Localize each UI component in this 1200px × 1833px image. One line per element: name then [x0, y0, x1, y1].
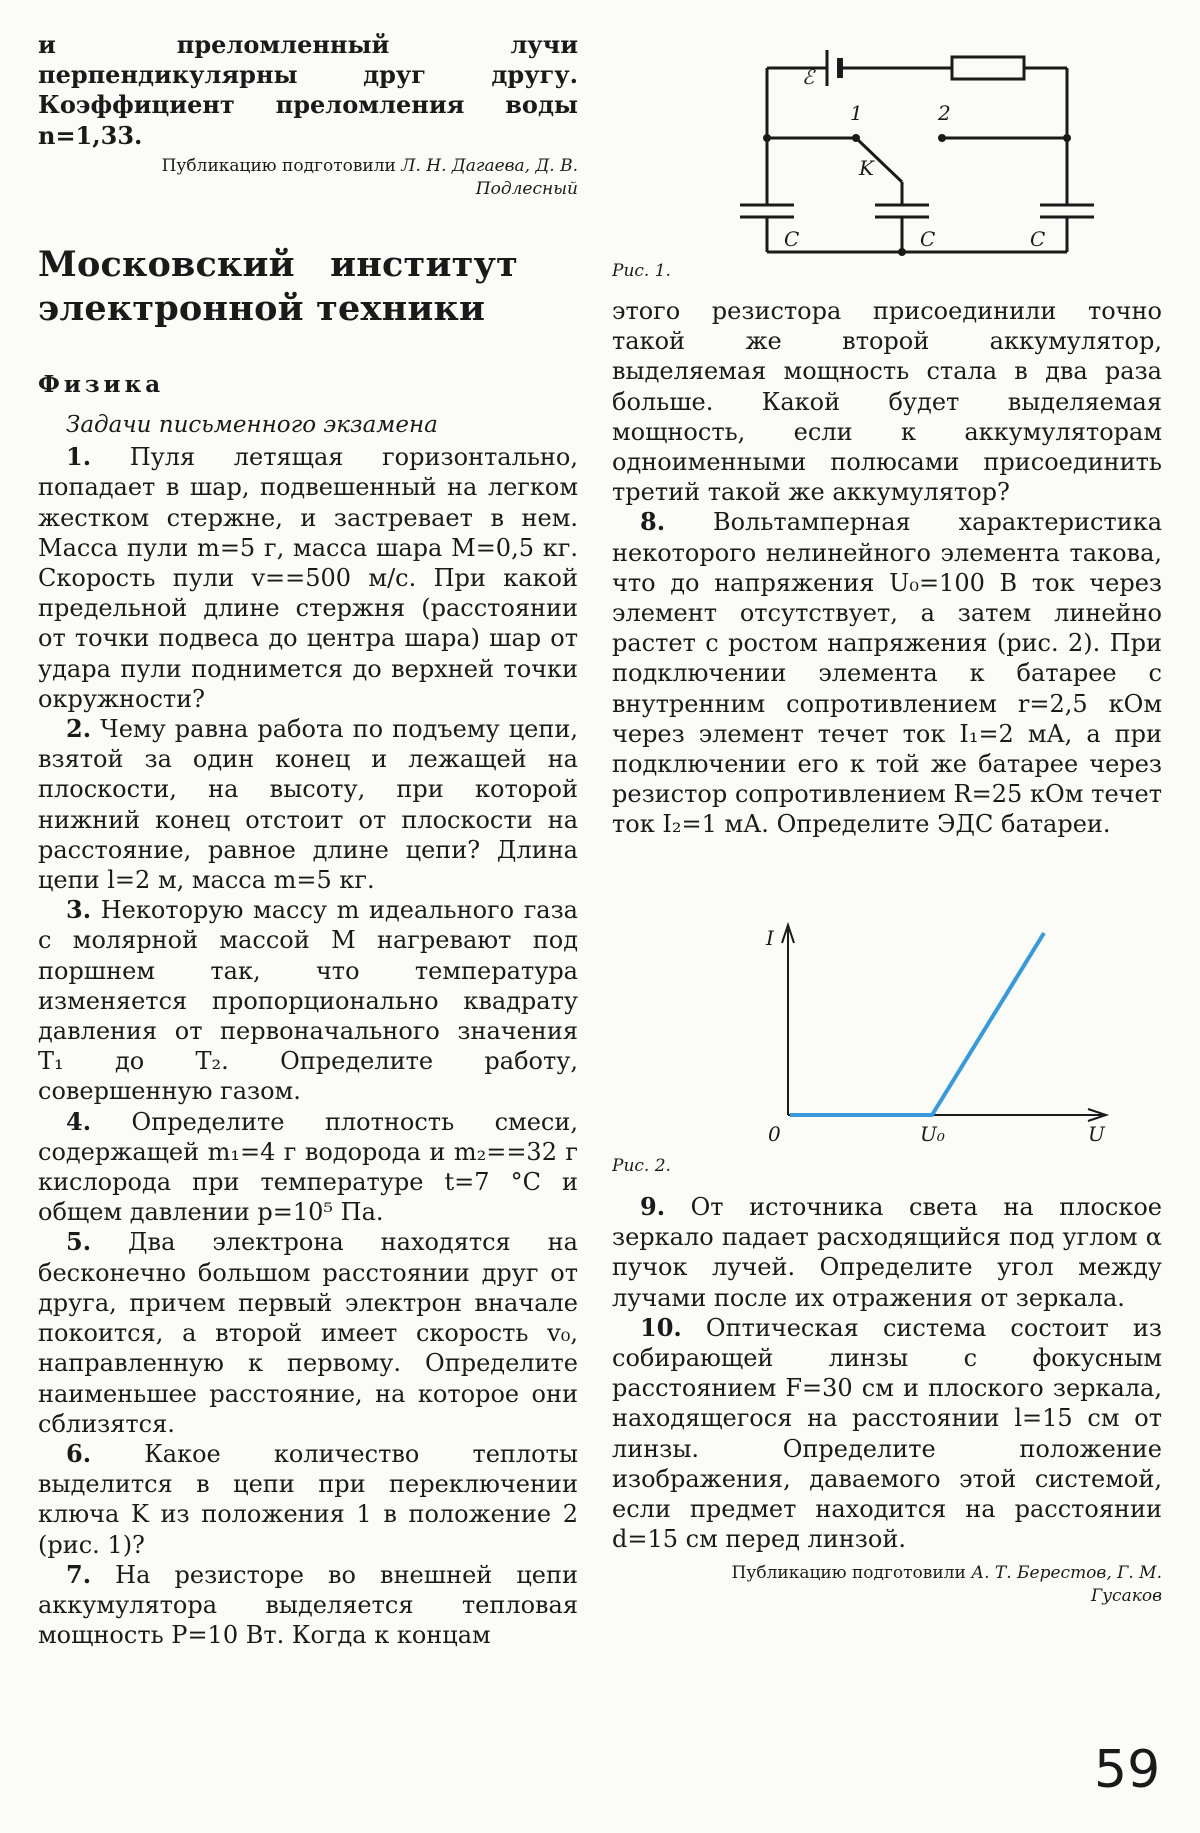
end-credit-label: Публикацию подготовили [731, 1563, 966, 1584]
problem-8: 8. Вольтамперная характеристика некоторого нелинейного элемента такова, что до напряжения U₀=100 В ток через элемент отсутствует, а затем линейно растет с ростом напряжения (рис. 2). При подключении элемента к батарее с внутренним сопротивлением r=2,5 кОм через элемент течет ток I₁=2 мА, а при подключении его к той же батарее через резистор сопротивлением R=25 кОм течет ток I₂=1 мА. Определите ЭДС батареи. [612, 507, 1162, 839]
x-axis-label: U [1088, 1122, 1105, 1146]
problems-right-bottom [612, 1192, 1162, 1608]
problems-left [38, 410, 578, 1650]
intro-credit-label: Публикацию подготовили [161, 155, 396, 176]
resistor [952, 57, 1024, 79]
intro-credit-names: Л. Н. Дагаева, Д. В. Подлесный [401, 155, 578, 199]
intro-text: и преломленный лучи перпендикулярны друг другу. Коэффициент преломления воды n=1,33. [38, 30, 578, 150]
cap-left-label: C [784, 227, 800, 251]
fig2-caption: Рис. 2. [612, 1156, 671, 1175]
origin-label: 0 [768, 1122, 781, 1146]
end-credit-names: А. Т. Берестов, Г. М. Гусаков [971, 1563, 1162, 1607]
emf-label: ℰ [802, 65, 815, 89]
fig1-caption: Рис. 1. [612, 261, 671, 280]
node-pos2 [938, 134, 946, 142]
problem-4: 4. Определите плотность смеси, содержащей m₁=4 г водорода и m₂==32 г кислорода при температуре t=7 °C и общем давлении p=10⁵ Па. [38, 1106, 578, 1227]
circuit-figure [612, 20, 1162, 280]
iv-chart [612, 915, 1162, 1175]
problem-2: 2. Чему равна работа по подъему цепи, взятой за один конец и лежащей на плоскости, на высоту, при которой нижний конец отстоит от плоскости на расстояние, равное длине цепи? Длина цепи l=2 м, масса m=5 кг. [38, 714, 578, 895]
pos2-label: 2 [938, 101, 951, 125]
key-label: K [859, 156, 874, 180]
pos1-label: 1 [850, 101, 863, 125]
section-title: Физика [38, 371, 165, 398]
y-axis-label: I [766, 926, 774, 950]
u0-label: U₀ [920, 1122, 945, 1146]
problem-1: 1. Пуля летящая горизонтально, попадает в шар, подвешенный на легком жестком стержне, и застревает в нем. Масса пули m=5 г, масса шара M=0,5 кг. Скорость пули v==500 м/с. При какой предельной длине стержня (расстоянии от точки подвеса до центра шара) шар от удара пули поднимется до верхней точки окружности? [38, 442, 578, 713]
intro-block [38, 30, 578, 201]
subsection-title: Задачи письменного экзамена [66, 412, 438, 438]
problems-right-top [612, 296, 1162, 840]
problem-6: 6. Какое количество теплоты выделится в цепи при переключении ключа K из положения 1 в положение 2 (рис. 1)? [38, 1438, 578, 1559]
problem-3: 3. Некоторую массу m идеального газа с молярной массой M нагревают под поршнем так, что температура изменяется пропорционально квадрату давления от первоначального значения T₁ до T₂. Определите работу, совершенную газом. [38, 895, 578, 1106]
problem-5: 5. Два электрона находятся на бесконечно большом расстоянии друг от друга, причем первый электрон вначале покоится, а второй имеет скорость v₀, направленную к первому. Определите наименьшее расстояние, на которое они сблизятся. [38, 1227, 578, 1438]
problem-9: 9. От источника света на плоское зеркало падает расходящийся под углом α пучок лучей. Определите угол между лучами после их отражения от зеркала. [612, 1192, 1162, 1312]
institute-title: Московский институт электронной техники [38, 244, 518, 329]
iv-curve [790, 933, 1044, 1115]
cap-mid-label: C [920, 227, 936, 251]
node-left [763, 134, 771, 142]
page-number: 59 [1094, 1740, 1161, 1800]
institute-title-block [38, 243, 518, 331]
cap-right-label: C [1030, 227, 1046, 251]
problem-7: 7. На резисторе во внешней цепи аккумулятора выделяется тепловая мощность P=10 Вт. Когда к концам [38, 1559, 578, 1650]
problem-10: 10. Оптическая система состоит из собирающей линзы с фокусным расстоянием F=30 см и плоского зеркала, находящегося на расстоянии l=15 см от линзы. Определите положение изображения, даваемого этой системой, если предмет находится на расстоянии d=15 см перед линзой. [612, 1312, 1162, 1554]
node-pos1 [852, 134, 860, 142]
problem-7-continued: этого резистора присоединили точно такой же второй аккумулятор, выделяемая мощность стала в два раза больше. Какой будет выделяемая мощность, если к аккумуляторам одноименными полюсами присоединить третий такой же аккумулятор? [612, 297, 1162, 507]
node-right [1063, 134, 1071, 142]
node-bottom [898, 248, 906, 256]
intro-credit [38, 155, 578, 201]
end-credit [612, 1562, 1162, 1608]
section-block [38, 370, 578, 400]
